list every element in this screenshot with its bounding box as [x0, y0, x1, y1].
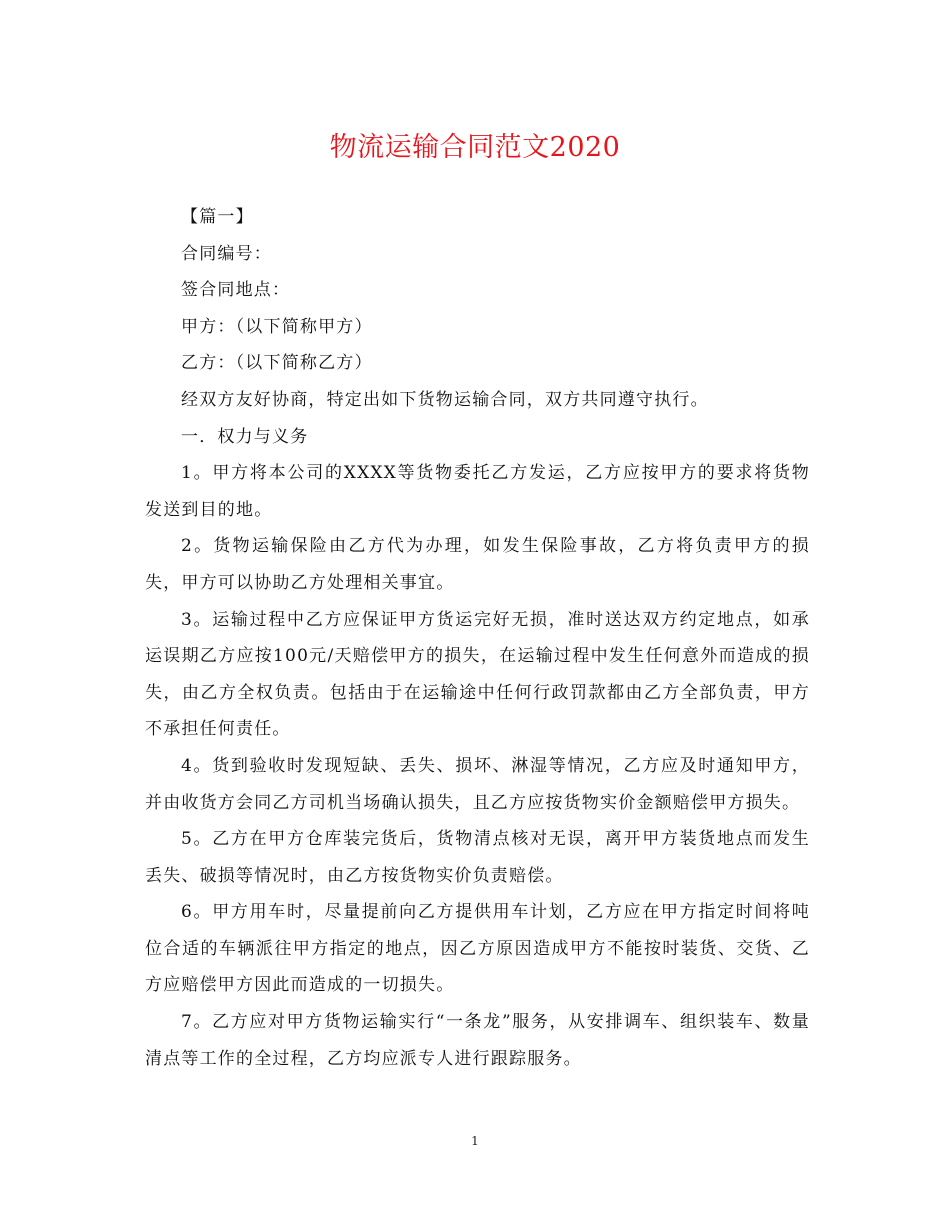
clause-1: 1。甲方将本公司的XXXX等货物委托乙方发运，乙方应按甲方的要求将货物发送到目的地。 — [145, 463, 810, 520]
clause-4: 4。货到验收时发现短缺、丢失、损坏、淋湿等情况，乙方应及时通知甲方，并由收货方会同乙方司机当场确认损失，且乙方应按货物实价金额赔偿甲方损失。 — [145, 755, 810, 813]
party-b-line: 乙方：（以下简称乙方） — [181, 353, 373, 374]
document-title: 物流运输合同范文2020 — [329, 132, 621, 163]
party-a-line: 甲方：（以下简称甲方） — [181, 316, 373, 337]
contract-number-line: 合同编号： — [181, 243, 272, 264]
clause-6: 6。甲方用车时，尽量提前向乙方提供用车计划，乙方应在甲方指定时间将吨位合适的车辆派往甲方指定的地点，因乙方原因造成甲方不能按时装货、交货、乙方应赔偿甲方因此而造成的一切损失。 — [145, 902, 810, 996]
clause-7: 7。乙方应对甲方货物运输实行“一条龙”服务，从安排调车、组织装车、数量清点等工作的全过程，乙方均应派专人进行跟踪服务。 — [145, 1012, 810, 1069]
intro-paragraph: 经双方友好协商，特定出如下货物运输合同，双方共同遵守执行。 — [181, 389, 709, 410]
clause-5: 5。乙方在甲方仓库装完货后，货物清点核对无误，离开甲方装货地点而发生丢失、破损等情况时，由乙方按货物实价负责赔偿。 — [145, 829, 810, 886]
chapter-heading: 一．权力与义务 — [181, 426, 309, 447]
section-heading: 【篇一】 — [181, 207, 254, 227]
clause-3: 3。运输过程中乙方应保证甲方货运完好无损，准时送达双方约定地点，如承运误期乙方应按100元/天赔偿甲方的损失，在运输过程中发生任何意外而造成的损失，由乙方全权负责。包括由于在运输途中任何行政罚款都由乙方全部负责，甲方不承担任何责任。 — [145, 609, 810, 740]
signing-place-line: 签合同地点： — [181, 280, 291, 301]
document-body — [145, 199, 810, 1077]
page-number: 1 — [471, 1134, 479, 1148]
clause-2: 2。货物运输保险由乙方代为办理，如发生保险事故，乙方将负责甲方的损失，甲方可以协助乙方处理相关事宜。 — [145, 536, 810, 593]
